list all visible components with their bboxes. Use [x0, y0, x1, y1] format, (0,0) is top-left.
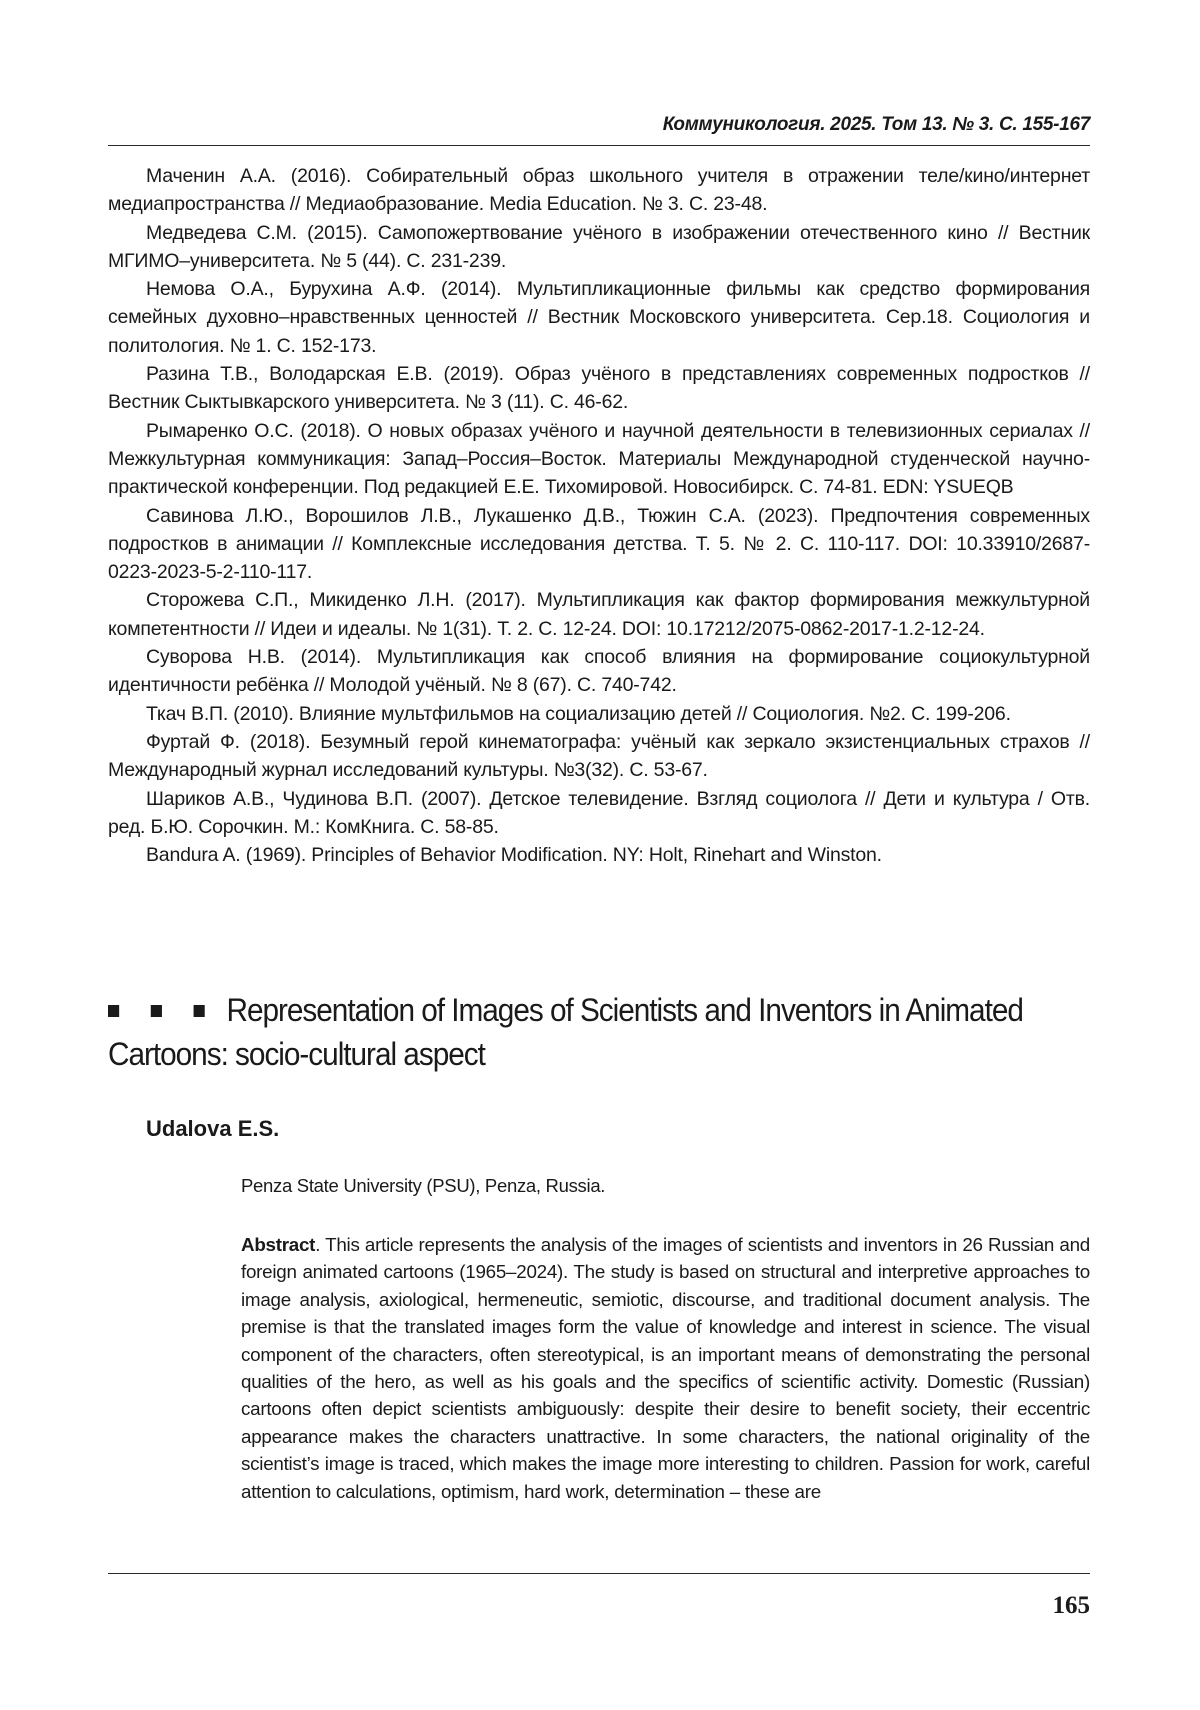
reference-item: Фуртай Ф. (2018). Безумный герой кинематографа: учёный как зеркало экзистенциальных страхов // Международный журнал исследований культуры. №3(32). С. 53-67. [108, 730, 1090, 782]
square-bullet-icon [151, 1005, 162, 1017]
reference-item: Суворова Н.В. (2014). Мультипликация как способ влияния на формирование социокультурной идентичности ребёнка // Молодой учёный. № 8 (67). С. 740-742. [108, 646, 1090, 697]
footer-rule [108, 1573, 1090, 1574]
reference-item: Медведева С.М. (2015). Самопожертвование учёного в изображении отечественного кино // Вестник МГИМО–университета. № 5 (44). С. 231-239. [108, 221, 1090, 272]
author-affiliation: Penza State University (PSU), Penza, Russia. [241, 1175, 606, 1196]
reference-item: Разина Т.В., Володарская Е.В. (2019). Образ учёного в представлениях современных подростков // Вестник Сыктывкарского университета. № 3 (11). С. 46-62. [108, 363, 1090, 414]
reference-item: Рымаренко О.С. (2018). О новых образах учёного и научной деятельности в телевизионных сериалах // Межкультурная коммуникация: Запад–Россия–Восток. Материалы Международной студенческой научно-практической конференции. Под редакцией Е.Е. Тихомировой. Новосибирск. С. 74-81. EDN: YSUEQB [108, 419, 1090, 499]
square-bullet-icon [108, 1005, 119, 1017]
abstract-paragraph [241, 1231, 1090, 1505]
abstract [241, 1231, 1090, 1505]
reference-item: Савинова Л.Ю., Ворошилов Л.В., Лукашенко Д.В., Тюжин С.А. (2023). Предпочтения современных подростков в анимации // Комплексные исследования детства. Т. 5. № 2. С. 110-117. DOI: 10.33910/2687-0223-2023-5-2-110-117. [108, 504, 1090, 584]
running-header: Коммуникология. 2025. Том 13. № 3. С. 155-167 [662, 114, 1090, 135]
reference-item: Bandura A. (1969). Principles of Behavior Modification. NY: Holt, Rinehart and Winston. [146, 844, 882, 867]
abstract-text: . This article represents the analysis of the images of scientists and inventors in 26 Russian and foreign animated cartoons (1965–2024). The study is based on structural and interpretive approaches to image analysis, axiological, hermeneutic, semiotic, discourse, and traditional document analysis. The premise is that the translated images form the value of knowledge and interest in science. The visual component of the characters, often stereotypical, is an important means of demonstrating the personal qualities of the hero, as well as his goals and the specifics of scientific activity. Domestic (Russian) cartoons often depict scientists ambiguously: despite their desire to benefit society, their eccentric appearance makes the characters unattractive. In some characters, the national originality of the scientist’s image is traced, which makes the image more interesting to children. Passion for work, careful attention to calculations, optimism, hard work, determination – these are [241, 1234, 1090, 1502]
square-bullet-icon [193, 1005, 204, 1017]
article-title: Representation of Images of Scientists and Inventors in Animated Cartoons: socio-cultural aspect [108, 992, 1023, 1072]
title-bullets [108, 988, 204, 1032]
reference-item: Немова О.А., Бурухина А.Ф. (2014). Мультипликационные фильмы как средство формирования семейных духовно–нравственных ценностей // Вестник Московского университета. Сер.18. Социология и политология. № 1. С. 152-173. [108, 278, 1090, 357]
abstract-label: Abstract [241, 1234, 316, 1255]
reference-item: Шариков А.В., Чудинова В.П. (2007). Детское телевидение. Взгляд социолога // Дети и культура / Отв. ред. Б.Ю. Сорочкин. М.: КомКнига. С. 58-85. [108, 787, 1090, 838]
header-rule [108, 145, 1090, 146]
reference-item: Ткач В.П. (2010). Влияние мультфильмов на социализацию детей // Социология. №2. С. 199-206. [146, 702, 1011, 725]
reference-item: Сторожева С.П., Микиденко Л.Н. (2017). Мультипликация как фактор формирования межкультурной компетентности // Идеи и идеалы. № 1(31). Т. 2. С. 12-24. DOI: 10.17212/2075-0862-2017-1.2-12-24. [108, 589, 1090, 640]
author-name: Udalova E.S. [146, 1116, 280, 1141]
article-title-block [108, 988, 1038, 1076]
page-number: 165 [1052, 1592, 1090, 1619]
reference-item: Маченин А.А. (2016). Собирательный образ школьного учителя в отражении теле/кино/интернет медиапространства // Медиаобразование. Media Education. № 3. С. 23-48. [108, 165, 1090, 216]
reference-list [108, 162, 1090, 869]
